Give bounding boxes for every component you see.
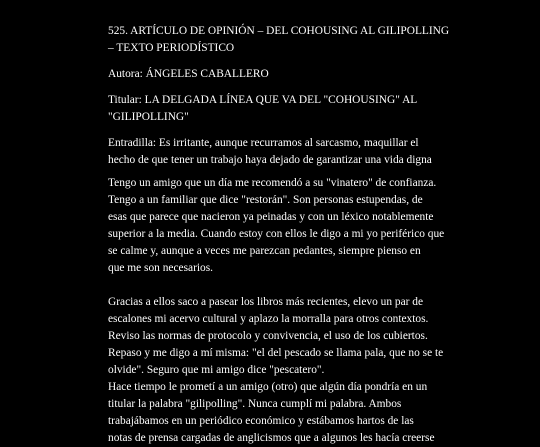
body-line: Tengo a un familiar que dice "restorán". Son personas estupendas, de [108, 194, 423, 206]
document-heading [108, 23, 450, 57]
body-paragraph-2 [108, 294, 444, 447]
entradilla-line: Entradilla: Es irritante, aunque recurramos al sarcasmo, maquillar el [108, 137, 419, 149]
body-line: trabajábamos en un periódico económico y estábamos hartos de las [108, 415, 414, 427]
body-paragraph-1 [108, 175, 445, 277]
titular-line: "GILIPOLLING" [108, 111, 189, 123]
body-line: Gracias a ellos saco a pasear los libros más recientes, elevo un par de [108, 296, 424, 308]
body-line: escalones mi acervo cultural y aplazo la morralla para otros contextos. [108, 313, 429, 325]
titular-paragraph [108, 92, 438, 126]
body-line: titular la palabra "gilipolling". Nunca cumplí mi palabra. Ambos [108, 398, 402, 410]
body-line: superior a la media. Cuando estoy con ellos le digo a mi yo periférico que [108, 228, 445, 240]
heading-line: – TEXTO PERIODÍSTICO [108, 42, 235, 54]
body-line: Reviso las normas de protocolo y convivencia, el uso de los cubiertos. [108, 330, 428, 342]
body-line: olvide". Seguro que mi amigo dice "pescatero". [108, 364, 325, 376]
body-line: Tengo un amigo que un día me recomendó a su "vinatero" de confianza. [108, 177, 437, 189]
author-line: Autora: ÁNGELES CABALLERO [108, 68, 269, 80]
document-page [108, 23, 450, 447]
body-line: esas que parece que nacieron ya peinadas y con un léxico notablemente [108, 211, 434, 223]
titular-line: Titular: LA DELGADA LÍNEA QUE VA DEL "COHOUSING" AL [108, 94, 418, 106]
body-line: se calme y, aunque a veces me parezcan pedantes, siempre pienso en [108, 245, 421, 257]
entradilla-line: hecho de que tener un trabajo haya dejado de garantizar una vida digna [108, 154, 432, 166]
body-line: Hace tiempo le prometí a un amigo (otro) que algún día pondría en un [108, 381, 428, 393]
body-line: que me son necesarios. [108, 262, 214, 274]
body-line: notas de prensa cargadas de anglicismos que a algunos les hacía creerse [108, 432, 435, 444]
entradilla-paragraph [108, 135, 438, 169]
heading-line: 525. ARTÍCULO DE OPINIÓN – DEL COHOUSING AL GILIPOLLING [108, 25, 450, 37]
body-line: Repaso y me digo a mí misma: "el del pescado se llama pala, que no se te [108, 347, 444, 359]
